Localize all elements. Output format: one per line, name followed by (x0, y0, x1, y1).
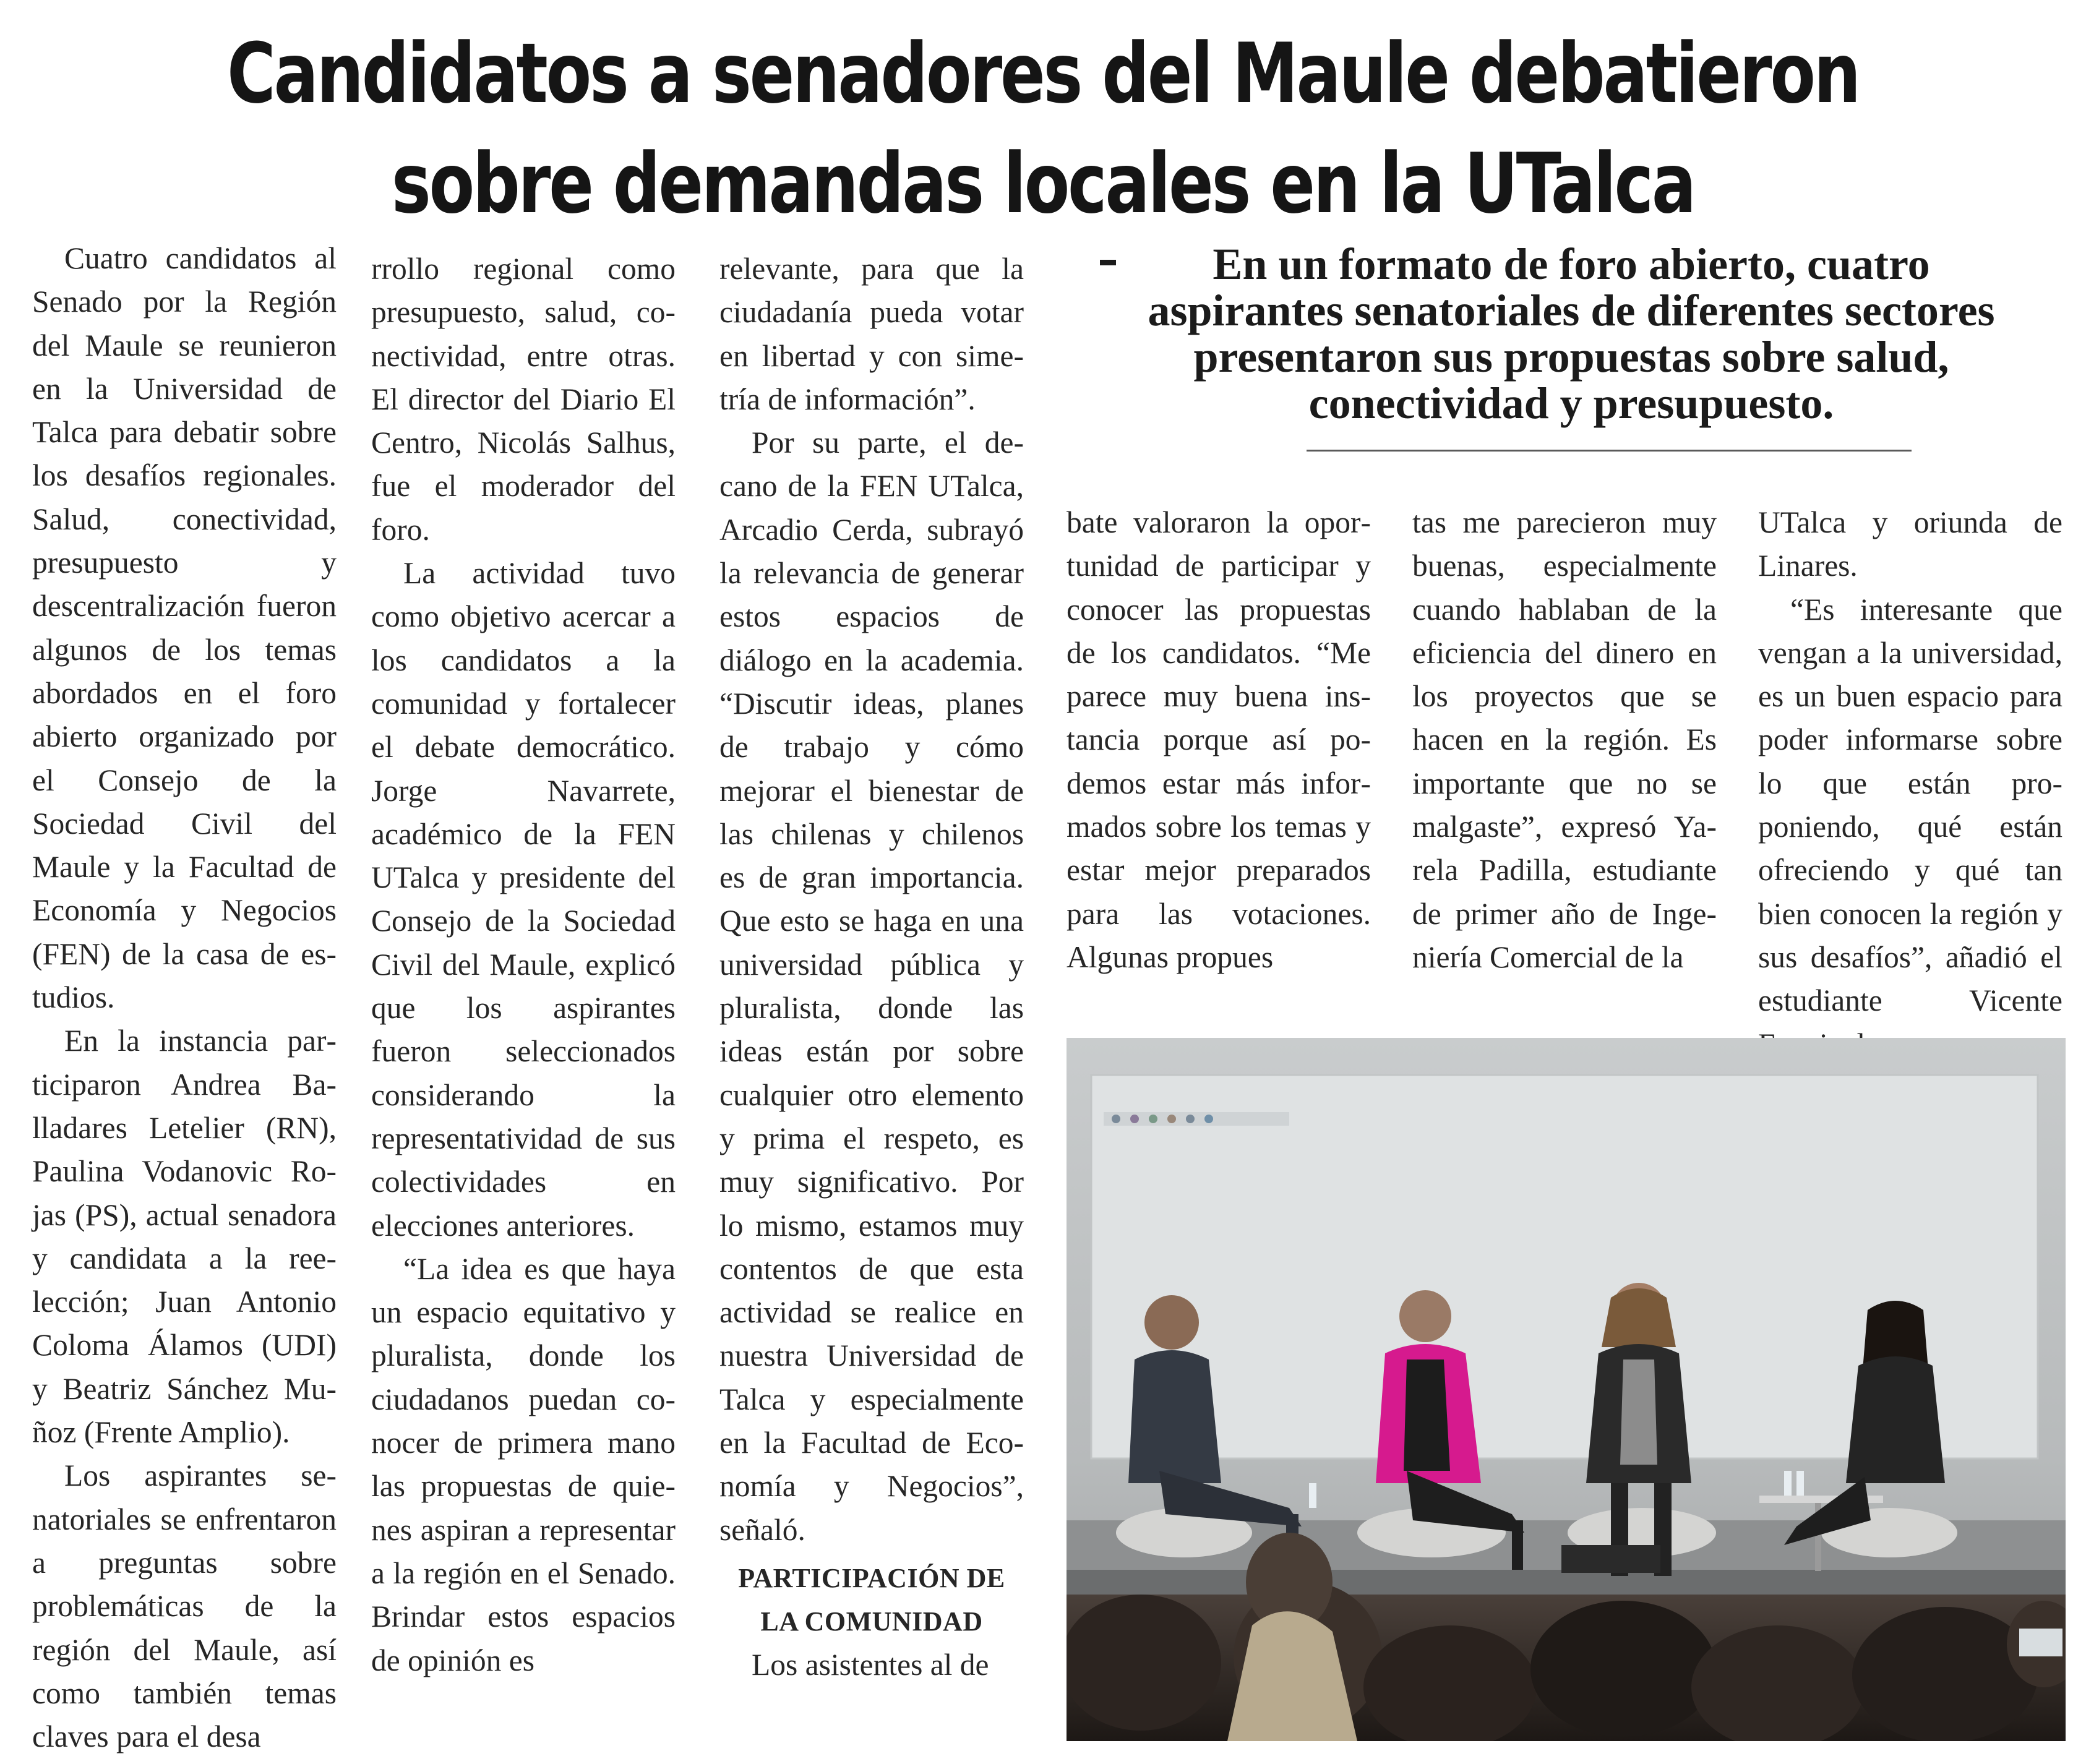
article-column-3 (719, 247, 1024, 1687)
subheadline-line-1: En un formato de foro abierto, cuatro (1213, 239, 1930, 289)
paragraph: En la instancia participaron Andrea Balladares Letelier (RN), Paulina Vodanovic Rojas (PS), actual senadora y candidata a la reelección; Juan Antonio Coloma Álamos (UDI) y Beatriz Sánchez Muñoz (Frente Amplio). (32, 1024, 337, 1450)
headline-line-1: Candidatos a senadores del Maule debatieron (227, 25, 1859, 122)
paragraph: Por su parte, el decano de la FEN UTalca, Arcadio Cerda, subrayó la relevancia de generar estos espacios de diálogo en la academia. “Discutir ideas, planes de trabajo y cómo mejorar el bienestar de las chilenas y chilenos es de gran importancia. Que esto se haga en una universidad pública y pluralista, donde las ideas están por sobre cualquier otro elemento y prima el respeto, es muy significativo. Por lo mismo, estamos muy contentos de que esta actividad se realice en nuestra Universidad de Talca y especialmente en la Facultad de Economía y Negocios”, señaló. (719, 426, 1024, 1547)
headline (208, 19, 1878, 239)
forum-photo (1067, 1038, 2066, 1741)
subheadline (1076, 241, 2066, 427)
paragraph: La actividad tuvo como objetivo acercar a los candidatos a la comunidad y fortalecer el debate democrático. Jorge Navarrete, académico de la FEN UTalca y presidente del Consejo de la Sociedad Civil del Maule, explicó que los aspirantes fueron seleccionados considerando la representatividad de sus colectividades en elecciones anteriores. (371, 556, 676, 1243)
section-heading: PARTICIPACIÓN DE LA COMUNIDAD (738, 1562, 1005, 1637)
article-column-5 (1412, 501, 1717, 979)
paragraph: bate valoraron la oportunidad de participar y conocer las propuestas de los candidatos. “Me parece muy buena instancia porque así podemos estar más informados sobre los temas y estar mejor preparados para las votaciones. Algunas propues (1067, 505, 1371, 974)
subheadline-line-3: presentaron sus propuestas sobre salud, (1193, 332, 1949, 382)
subheadline-line-2: aspirantes senatoriales de diferentes sectores (1148, 286, 1995, 335)
paragraph: UTalca y oriunda de Linares. (1758, 505, 2062, 583)
article-column-2 (371, 247, 676, 1682)
paragraph: tas me parecieron muy buenas, especialmente cuando hablaban de la eficiencia del dinero en los proyectos que se hacen en la región. Es importante que no se malgaste”, expresó Yarela Padilla, estudiante de primer año de Ingeniería Comercial de la (1412, 505, 1717, 974)
paragraph: “La idea es que haya un espacio equitativo y pluralista, donde los ciudadanos puedan conocer de primera mano las propuestas de quienes aspiran a representar a la región en el Senado. Brindar estos espacios de opinión es (371, 1251, 676, 1677)
forum-photo-illustration (1067, 1038, 2066, 1741)
paragraph: rrollo regional como presupuesto, salud, conectividad, entre otras. El director del Diario El Centro, Nicolás Salhus, fue el moderador del foro. (371, 252, 676, 547)
paragraph: Los asistentes al de (752, 1647, 989, 1682)
paragraph: “Es interesante que vengan a la universidad, es un buen espacio para poder informarse sobre lo que están proponiendo, qué están ofreciendo y qué tan bien conocen la región y sus desafíos”, añadió el estudiante Vicente (1758, 592, 2062, 1018)
paragraph: Los aspirantes senatoriales se enfrentaron a preguntas sobre problemáticas de la región del Maule, así como también temas claves para el desa (32, 1458, 337, 1754)
subheadline-line-4: conectividad y presupuesto. (1308, 379, 1834, 428)
article-column-1 (32, 237, 337, 1758)
subheadline-divider (1307, 450, 1912, 452)
paragraph: relevante, para que la ciudadanía pueda votar en libertad y con simetría de información”. (719, 252, 1024, 416)
article-column-6 (1758, 501, 2062, 1066)
headline-line-2: sobre demandas locales en la UTalca (391, 135, 1695, 232)
article-column-4 (1067, 501, 1371, 979)
paragraph: Cuatro candidatos al Senado por la Región del Maule se reunieron en la Universidad de Talca para debatir sobre los desafíos regionales. Salud, conectividad, presupuesto y descentralización fueron algunos de los temas abordados en el foro abierto organizado por el Consejo de la Sociedad Civil del Maule y la Facultad de Economía y Negocios (FEN) de la casa de estudios. (32, 241, 337, 1015)
